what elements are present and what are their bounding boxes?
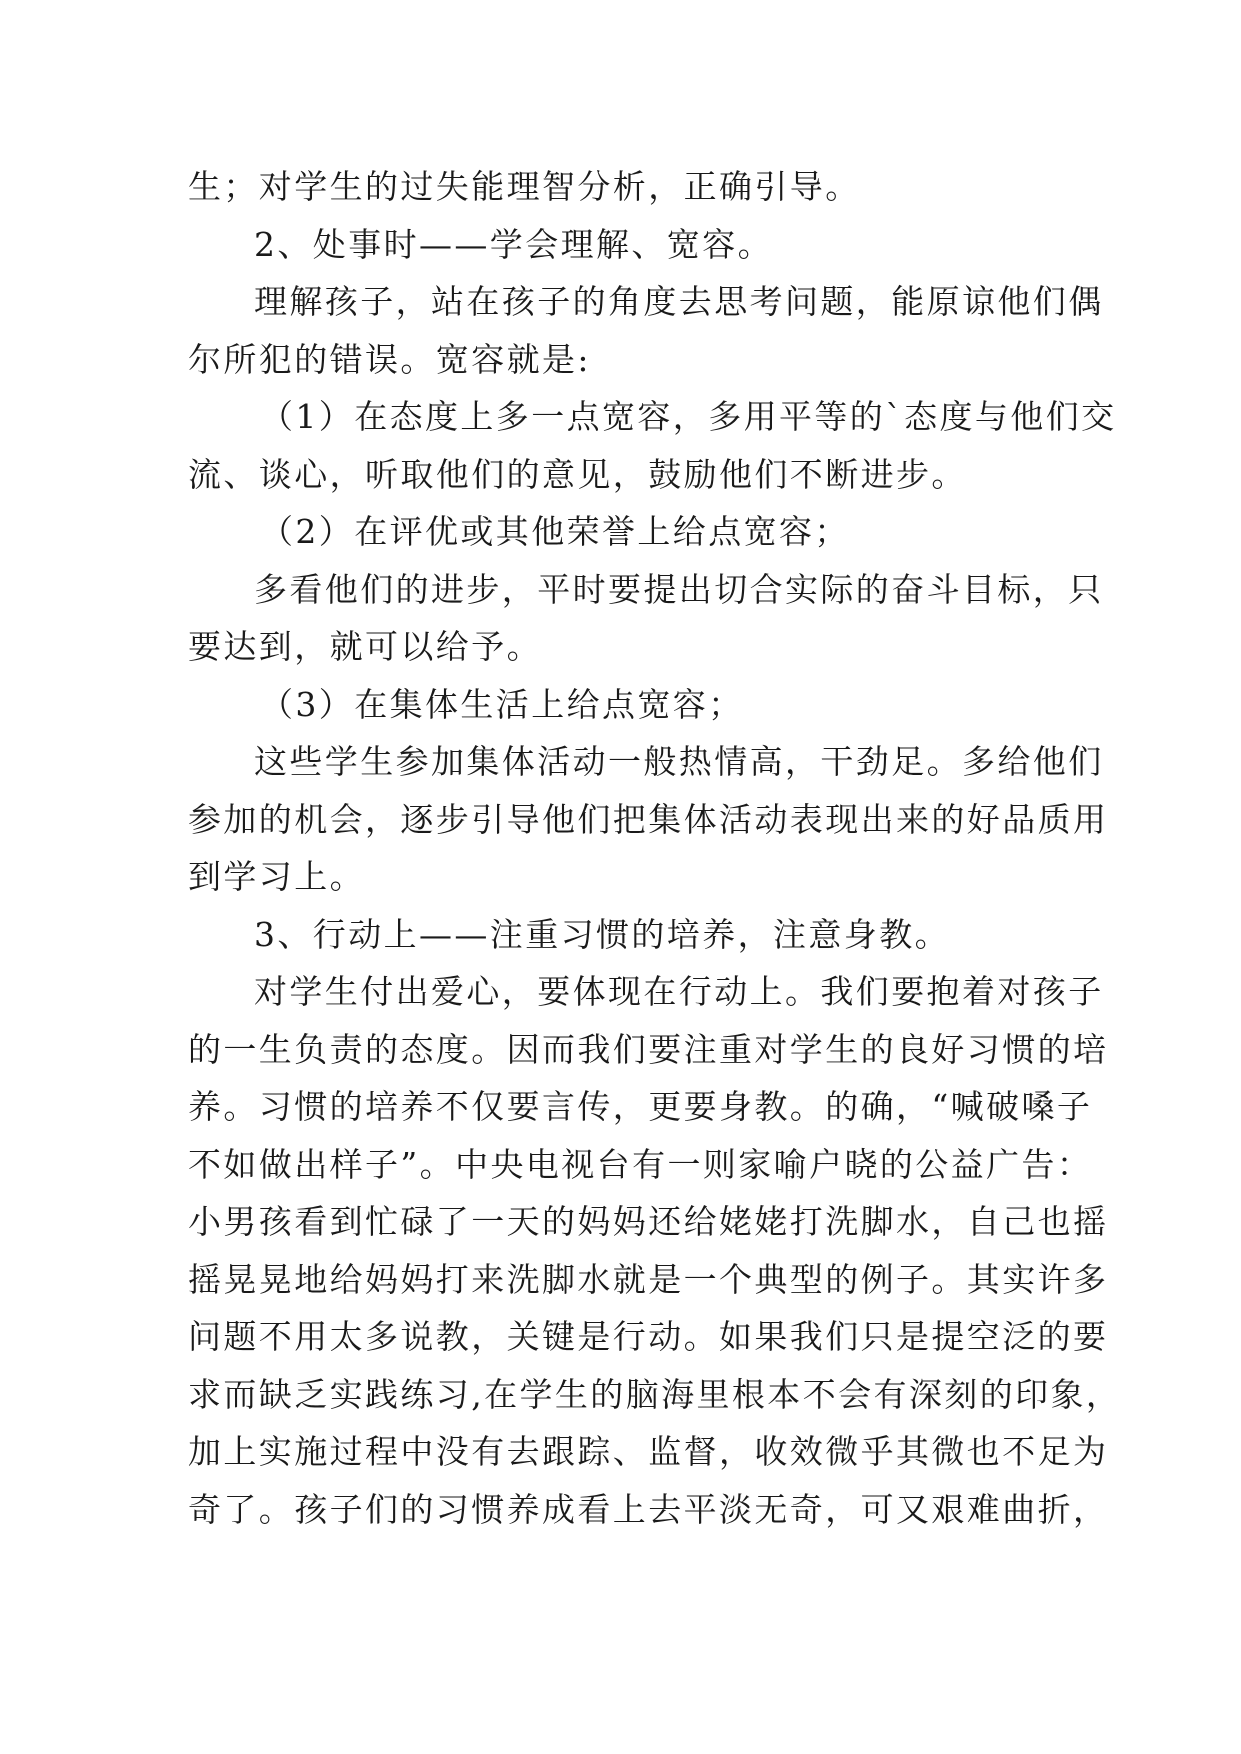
text-line: 参加的机会，逐步引导他们把集体活动表现出来的好品质用 [188, 799, 1109, 839]
text-line: （2）在评优或其他荣誉上给点宽容； [260, 512, 850, 551]
text-line: 流、谈心，听取他们的意见，鼓励他们不断进步。 [188, 454, 967, 494]
text-line: 2、处事时——学会理解、宽容。 [254, 224, 773, 264]
text-line: 3、行动上——注重习惯的培养，注意身教。 [254, 914, 950, 954]
text-line: 奇了。孩子们的习惯养成看上去平淡无奇，可又艰难曲折， [188, 1489, 1109, 1529]
text-line: （3）在集体生活上给点宽容； [260, 684, 744, 724]
text-line: （1）在态度上多一点宽容，多用平等的`态度与他们交 [260, 397, 1117, 436]
text-line: 小男孩看到忙碌了一天的妈妈还给姥姥打洗脚水，自己也摇 [188, 1202, 1109, 1241]
text-line: 摇晃晃地给妈妈打来洗脚水就是一个典型的例子。其实许多 [188, 1259, 1109, 1299]
text-line: 理解孩子，站在孩子的角度去思考问题，能原谅他们偶 [254, 282, 1104, 321]
text-line: 养。习惯的培养不仅要言传，更要身教。的确，“喊破嗓子 [188, 1087, 1093, 1126]
text-line: 这些学生参加集体活动一般热情高，干劲足。多给他们 [254, 742, 1104, 781]
text-line: 加上实施过程中没有去跟踪、监督，收效微乎其微也不足为 [188, 1432, 1109, 1471]
text-line: 不如做出样子”。中央电视台有一则家喻户晓的公益广告： [188, 1144, 1093, 1184]
text-line: 到学习上。 [188, 857, 365, 896]
text-line: 求而缺乏实践练习,在学生的脑海里根本不会有深刻的印象， [188, 1374, 1122, 1414]
text-line: 尔所犯的错误。宽容就是: [188, 339, 591, 379]
text-line: 问题不用太多说教，关键是行动。如果我们只是提空泛的要 [188, 1317, 1109, 1356]
document-body [188, 158, 1122, 1538]
text-line: 的一生负责的态度。因而我们要注重对学生的良好习惯的培 [188, 1029, 1109, 1069]
text-line: 对学生付出爱心，要体现在行动上。我们要抱着对孩子 [254, 972, 1104, 1011]
text-line: 多看他们的进步，平时要提出切合实际的奋斗目标，只 [254, 569, 1104, 609]
text-line: 要达到，就可以给予。 [188, 627, 542, 666]
text-line: 生；对学生的过失能理智分析，正确引导。 [188, 167, 861, 206]
